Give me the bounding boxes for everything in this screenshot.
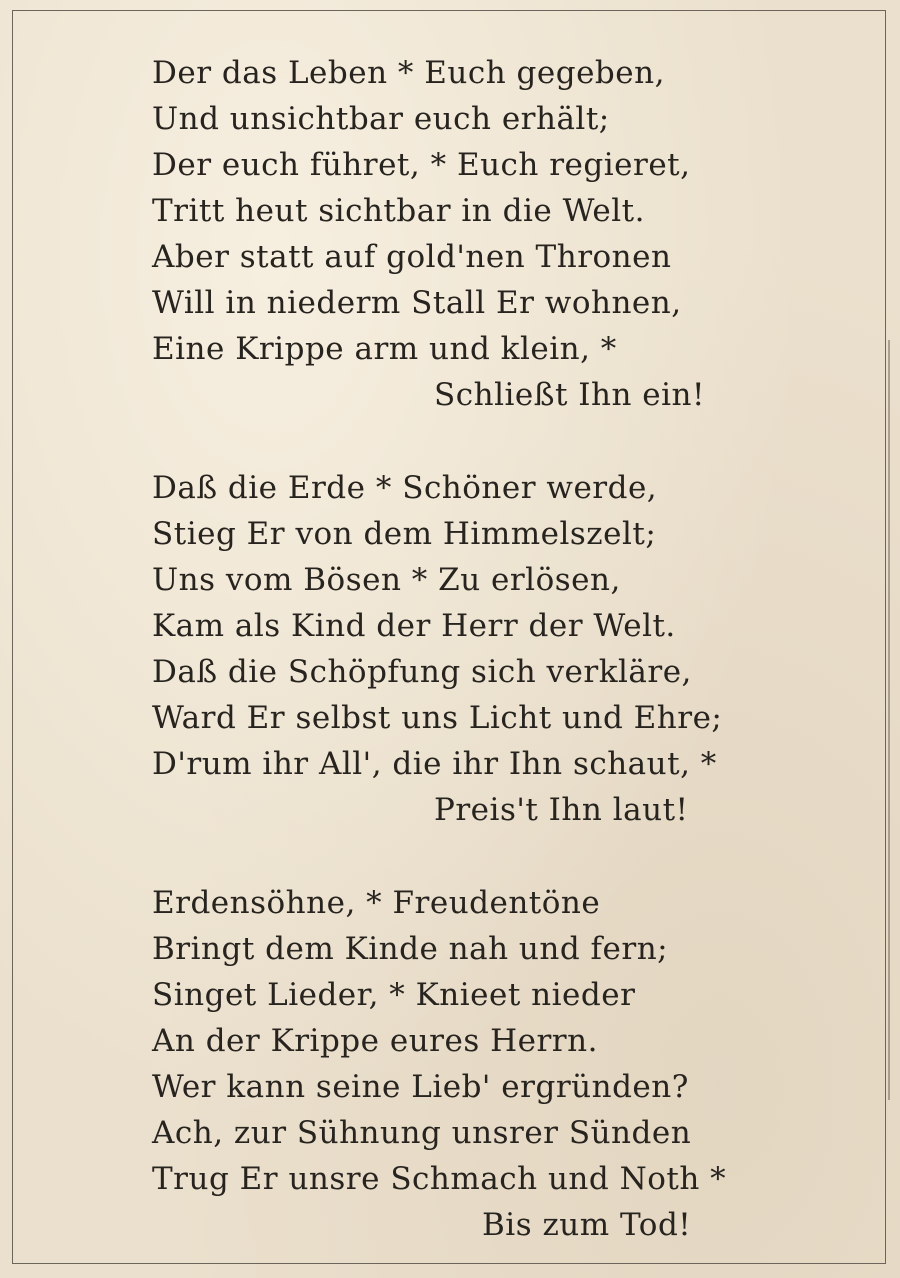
stanza-2-line-5: Daß die Schöpfung sich verkläre, [152, 654, 692, 690]
stanza-1 [152, 50, 772, 418]
stanza-3 [152, 880, 772, 1248]
stanza-2-line-4: Kam als Kind der Herr der Welt. [152, 608, 676, 644]
page-border-fold [888, 340, 890, 1100]
stanza-1-line-7: Eine Krippe arm und klein, * [152, 331, 617, 367]
stanza-3-line-2: Bringt dem Kinde nah und fern; [152, 931, 669, 967]
stanza-2-refrain: Preis't Ihn laut! [434, 792, 689, 828]
stanza-1-line-4: Tritt heut sichtbar in die Welt. [152, 193, 645, 229]
stanza-2 [152, 465, 772, 833]
stanza-2-line-3: Uns vom Bösen * Zu erlösen, [152, 562, 621, 598]
stanza-1-refrain: Schließt Ihn ein! [434, 377, 705, 413]
stanza-3-line-6: Ach, zur Sühnung unsrer Sünden [152, 1115, 692, 1151]
stanza-spacer [152, 833, 772, 880]
stanza-3-line-5: Wer kann seine Lieb' ergründen? [152, 1069, 689, 1105]
stanza-spacer [152, 418, 772, 465]
stanza-3-refrain: Bis zum Tod! [482, 1207, 692, 1243]
stanza-1-line-5: Aber statt auf gold'nen Thronen [152, 239, 672, 275]
stanza-2-line-6: Ward Er selbst uns Licht und Ehre; [152, 700, 723, 736]
stanza-3-line-4: An der Krippe eures Herrn. [152, 1023, 598, 1059]
stanza-2-line-1: Daß die Erde * Schöner werde, [152, 470, 658, 506]
stanza-1-line-1: Der das Leben * Euch gegeben, [152, 55, 665, 91]
stanza-1-line-3: Der euch führet, * Euch regieret, [152, 147, 691, 183]
poem-text [152, 50, 772, 1248]
stanza-3-line-7: Trug Er unsre Schmach und Noth * [152, 1161, 727, 1197]
stanza-2-line-7: D'rum ihr All', die ihr Ihn schaut, * [152, 746, 717, 782]
stanza-1-line-6: Will in niederm Stall Er wohnen, [152, 285, 682, 321]
stanza-3-line-1: Erdensöhne, * Freudentöne [152, 885, 601, 921]
stanza-3-line-3: Singet Lieder, * Knieet nieder [152, 977, 636, 1013]
stanza-1-line-2: Und unsichtbar euch erhält; [152, 101, 610, 137]
stanza-2-line-2: Stieg Er von dem Himmelszelt; [152, 516, 657, 552]
